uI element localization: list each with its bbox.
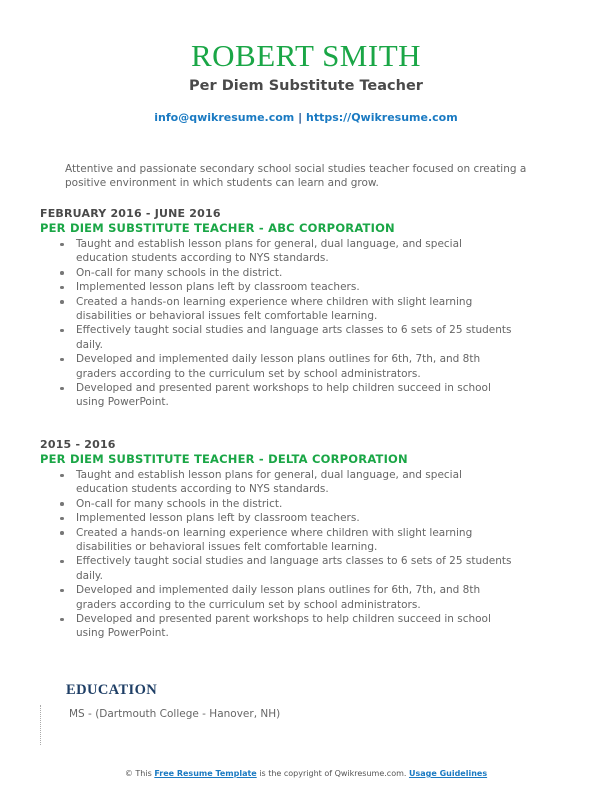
job-bullet: Created a hands-on learning experience where children with slight learning disabilities or behavioral issues felt comfortable learning.: [76, 295, 516, 324]
usage-guidelines-link[interactable]: Usage Guidelines: [408, 769, 488, 778]
candidate-title: Per Diem Substitute Teacher: [189, 78, 423, 94]
email-link[interactable]: info@qwikresume.com: [154, 111, 295, 124]
job-bullet: On-call for many schools in the district.: [76, 497, 516, 511]
job-bullet: Developed and presented parent workshops to help children succeed in school using PowerPoint.: [76, 612, 516, 641]
job-bullet-list: [40, 237, 560, 410]
job-bullet: Created a hands-on learning experience where children with slight learning disabilities or behavioral issues felt comfortable learning.: [76, 526, 516, 555]
job-bullet: Taught and establish lesson plans for general, dual language, and special education students according to NYS standards.: [76, 468, 516, 497]
job-bullet: Implemented lesson plans left by classroom teachers.: [76, 511, 516, 525]
job-bullet: Effectively taught social studies and language arts classes to 6 sets of 25 students daily.: [76, 323, 516, 352]
education-divider: [40, 705, 41, 745]
job-bullet: Developed and implemented daily lesson plans outlines for 6th, 7th, and 8th graders according to the curriculum set by school administrators.: [76, 583, 516, 612]
candidate-name: ROBERT SMITH: [190, 38, 422, 73]
footer-prefix: © This: [124, 769, 152, 778]
job-dates: 2015 - 2016: [40, 438, 116, 451]
experience-entry: [40, 207, 560, 410]
contact-line: [0, 110, 612, 126]
job-dates: FEBRUARY 2016 - JUNE 2016: [40, 207, 221, 220]
experience-entry: [40, 438, 560, 641]
job-heading: PER DIEM SUBSTITUTE TEACHER - DELTA CORPORATION: [40, 452, 408, 466]
job-bullet: Developed and presented parent workshops to help children succeed in school using PowerPoint.: [76, 381, 516, 410]
profile-summary: Attentive and passionate secondary school social studies teacher focused on creating a positive environment in which students can learn and grow.: [65, 163, 527, 189]
job-bullet: Developed and implemented daily lesson plans outlines for 6th, 7th, and 8th graders according to the curriculum set by school administrators.: [76, 352, 516, 381]
contact-separator: |: [298, 111, 303, 124]
education-heading: EDUCATION: [66, 682, 158, 698]
free-resume-template-link[interactable]: Free Resume Template: [154, 769, 257, 778]
job-bullet: Taught and establish lesson plans for general, dual language, and special education students according to NYS standards.: [76, 237, 516, 266]
education-entry: MS - (Dartmouth College - Hanover, NH): [69, 708, 281, 720]
website-link[interactable]: https://Qwikresume.com: [305, 111, 458, 124]
job-bullet-list: [40, 468, 560, 641]
copyright-footer: [0, 768, 612, 780]
job-bullet: On-call for many schools in the district.: [76, 266, 516, 280]
job-heading: PER DIEM SUBSTITUTE TEACHER - ABC CORPORATION: [40, 221, 395, 235]
job-bullet: Effectively taught social studies and language arts classes to 6 sets of 25 students daily.: [76, 554, 516, 583]
job-bullet: Implemented lesson plans left by classroom teachers.: [76, 280, 516, 294]
footer-middle: is the copyright of Qwikresume.com.: [259, 769, 407, 778]
